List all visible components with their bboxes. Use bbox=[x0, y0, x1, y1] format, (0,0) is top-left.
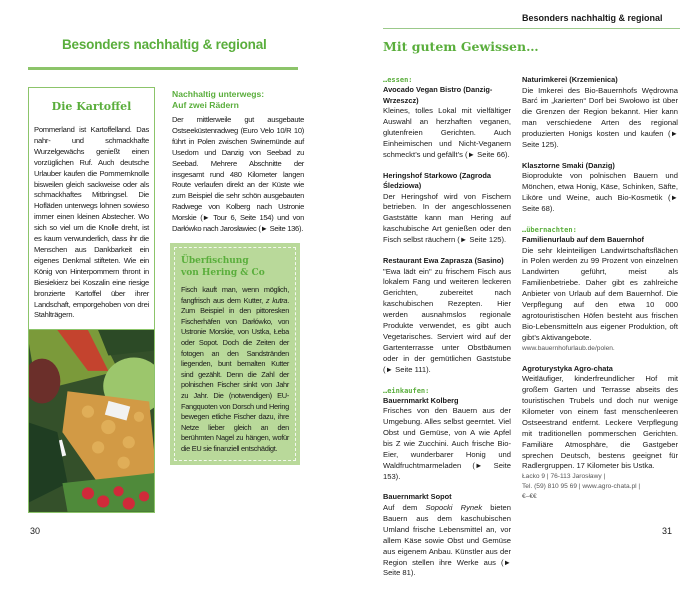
running-header-right: Besonders nachhaltig & regional bbox=[522, 13, 663, 23]
hering-text-a: Fisch kauft man, wenn möglich, fangfrisch aus dem Kutter, bbox=[181, 284, 289, 305]
entry bbox=[383, 256, 511, 376]
radweg-title-1: Nachhaltig unterwegs: bbox=[172, 89, 265, 99]
kartoffel-title: Die Kartoffel bbox=[51, 100, 132, 113]
entry bbox=[383, 85, 511, 161]
entry bbox=[383, 396, 511, 483]
entry-link[interactable]: www.bauernhofurlaub.de/polen. bbox=[522, 344, 615, 352]
hering-box bbox=[170, 243, 300, 466]
entry-name: Avocado Vegan Bistro (Danzig-Wrzeszcz) bbox=[383, 85, 493, 105]
entry-name: Restaurant Ewa Zaprasza (Sasino) bbox=[383, 256, 504, 266]
entry-name: Bauernmarkt Sopot bbox=[383, 492, 452, 502]
entry-text: Weitläufiger, kinderfreundlicher Hof mit großem Garten und Terrasse abseits des touristischen Trubels und doch nur wenige Kilometer von einem fast menschenleeren Ostseestrand entfernt. Leckere Verpflegung mit traditionellen pommerschen Gerichten. Familiäre Atmosphäre, die Gastgeber sprechen Deutsch, bestens geeignet für Radlergruppen. 17 Kilometer bis Ustka. bbox=[522, 374, 678, 471]
hering-text-italic: z kutra bbox=[265, 295, 288, 305]
entry-text: Der Heringshof wird von Fischern betrieben. In der angeschlossenen Gaststätte kann man Hering auf kaschubische Art genießen oder den Fisch selbst räuchern (► Seite 125). bbox=[383, 191, 511, 245]
entry-name: Agroturystyka Agro-chata bbox=[522, 363, 613, 373]
entry-text: Die Imkerei des Bio-Bauernhofs Wędrowna Barć im „karierten“ Dorf bei Swołowo ist über die Grenzen der Region bekannt. Hier kann man verschiedene Arten des regional produzierten Honigs kosten und kaufen (► Seite 125). bbox=[522, 85, 678, 150]
entry-text: Bioprodukte von polnischen Bauern und Mönchen, etwa Honig, Käse, Schinken, Säfte, Liköre und Weine, auch Bio-Kosmetik (► Seite 68). bbox=[522, 171, 678, 214]
section-uebernachten: …übernachten: bbox=[522, 226, 577, 235]
vegetable-market-photo bbox=[28, 329, 155, 513]
entry bbox=[383, 171, 511, 247]
entry-contact: Tel. (59) 810 95 69 | www.agro-chata.pl | bbox=[522, 483, 641, 491]
right-page-title: Mit gutem Gewissen… bbox=[383, 39, 539, 54]
entry-text: Frisches von den Bauern aus der Umgebung. Alles selbst geerntet. Viel Obst und Gemüse, von A wie Apfel bis Z wie Zucchini. Auch frische Bio-Eier, wunderbarer Honig und Waldfruchtmarmeladen (► Seite 153). bbox=[383, 406, 511, 481]
entry bbox=[522, 364, 678, 503]
radweg-section bbox=[170, 89, 304, 235]
entry-name: Naturimkerei (Krzemienica) bbox=[522, 75, 618, 84]
entry-text: "Ewa lädt ein" zu frischem Fisch aus lokalem Fang und weiteren leckeren Gerichten, zubereitet nach kaschubischen Rezepten. Hier werden ausnahmslos regionale Produkte verwendet, es gibt auch Vegetarisches. Serviert wird auf der Gartenterrasse unter Obstbäumen oder in der gemütlichen Gaststube (► Seite 111). bbox=[383, 266, 511, 374]
page-number-left: 30 bbox=[30, 526, 41, 536]
entry-text: Kleines, tolles Lokal mit vielfältiger Auswahl an herzhaften veganen, glutenfreien Gerichten. Auch Einheimischen und Nicht-Veganern schmeckt’s und gefällt’s (► Seite 66). bbox=[383, 106, 511, 159]
entry-text-a: Auf dem bbox=[383, 502, 426, 512]
entry-address: Łacko 9 | 76-113 Jarosławy | bbox=[522, 473, 606, 481]
entry-text bbox=[383, 503, 511, 579]
entry-text-italic: Sopocki Rynek bbox=[425, 502, 483, 512]
radweg-title-2: Auf zwei Rädern bbox=[172, 100, 239, 110]
entry-name: Heringshof Starkowo (Zagroda Śledziowa) bbox=[383, 170, 491, 191]
hering-text bbox=[181, 285, 289, 455]
kartoffel-box bbox=[28, 87, 155, 329]
section-essen: …essen: bbox=[383, 76, 413, 84]
header-rule bbox=[28, 67, 298, 70]
radweg-text: Der mittlerweile gut ausgebaute Ostseeküstenradweg (Euro Velo 10/R 10) führt in Polen zwischen Swinemünde auf Usedom und Danzig von Seebad zu Seebad. Mehrere Abschnitte der insgesamt rund 480 Kilometer langen Route verlaufen direkt an der Küste wie zum Beispiel die sehr schön ausgebauten Radwege von Kolberg nach Ustronie Morskie (► Tour 6, Seite 154) und von Darłówko nach Jarosławiec (► Seite 136). bbox=[172, 115, 304, 234]
header-rule-right bbox=[383, 28, 680, 29]
entry bbox=[522, 235, 678, 354]
hering-title-2: von Hering & Co bbox=[181, 267, 265, 278]
left-column bbox=[28, 87, 155, 513]
hering-title-1: Überfischung bbox=[181, 255, 249, 266]
column-2 bbox=[522, 75, 678, 512]
hering-text-b: . Zum Beispiel in den pittoresken Fischerhäfen von Darłówko, von Ustronie Morskie, von Ustka, Łeba oder Sopot. Doch die Zeiten der fotogen an den Sandstränden liegenden, bunt bemalten Kutter sind gezählt. Denn die Zahl der polnischen Fischer sinkt von Jahr zu Jahr. Die (notwendigen) EU-Fangquoten von Dorsch und Hering bewegen etliche Fischer dazu, ihre Netze lieber gleich an den berühmten Nagel zu hängen, wofür die EU sie finanziell entschädigt. bbox=[181, 295, 289, 453]
section-einkaufen: …einkaufen: bbox=[383, 386, 430, 395]
entry-text-b: bieten Bauern aus dem kaschubischen Umland frische Lebensmittel an, vor allem Käse sowie Obst und Gemüse aus eigenem Anbau. Künstler aus der Region stellen ihre Werke aus (► Seite 81). bbox=[383, 502, 511, 578]
kartoffel-text: Pommerland ist Kartoffelland. Das nahr- und schmackhafte Wurzelgewächs genießt einen vorzüglichen Ruf. Auch deutsche Urlauber kaufen die Pommernknolle bisweilen gleich sackweise oder als schmackhaftes Mitbringsel. Die Hofläden unterwegs lohnen sowieso immer einen kleinen Abstecher. Wo sich so viel um die Knolle dreht, ist es kaum verwunderlich, dass ihr die Menschen aus Dankbarkeit ein eigenes Denkmal stifteten. Wie ein König von Hinterpommern thront in Biesiekierz bei Koszalin eine riesige bronzierte Kartoffel über ihrer Landschaft, emporgehoben von drei Stahlträgern. bbox=[34, 125, 149, 320]
middle-column bbox=[170, 89, 304, 465]
page-number-right: 31 bbox=[662, 526, 673, 536]
entry bbox=[383, 492, 511, 579]
entry-name: Klasztorne Smaki (Danzig) bbox=[522, 160, 615, 170]
entry bbox=[522, 161, 678, 215]
running-header-left: Besonders nachhaltig & regional bbox=[62, 37, 267, 52]
column-1 bbox=[383, 75, 511, 589]
entry-name: Bauernmarkt Kolberg bbox=[383, 395, 459, 405]
entry bbox=[522, 75, 678, 151]
entry-name: Familienurlaub auf dem Bauernhof bbox=[522, 235, 644, 245]
entry-price: €–€€ bbox=[522, 493, 537, 501]
entry-text: Die sehr kleinteiligen Landwirtschaftsflächen in Polen werden zu 99 Prozent von einzelnen Landwirten geführt, meist als Familienbetriebe. Daher gibt es zahlreiche Anbieter von Urlaub auf dem Bauernhof. Die Verpflegung auf den etwa 10 000 agrotouristischen Höfen besteht aus frischen Bio-Lebensmitteln aus eigener Produktion, oft gibt’s Aktivangebote. bbox=[522, 245, 678, 342]
